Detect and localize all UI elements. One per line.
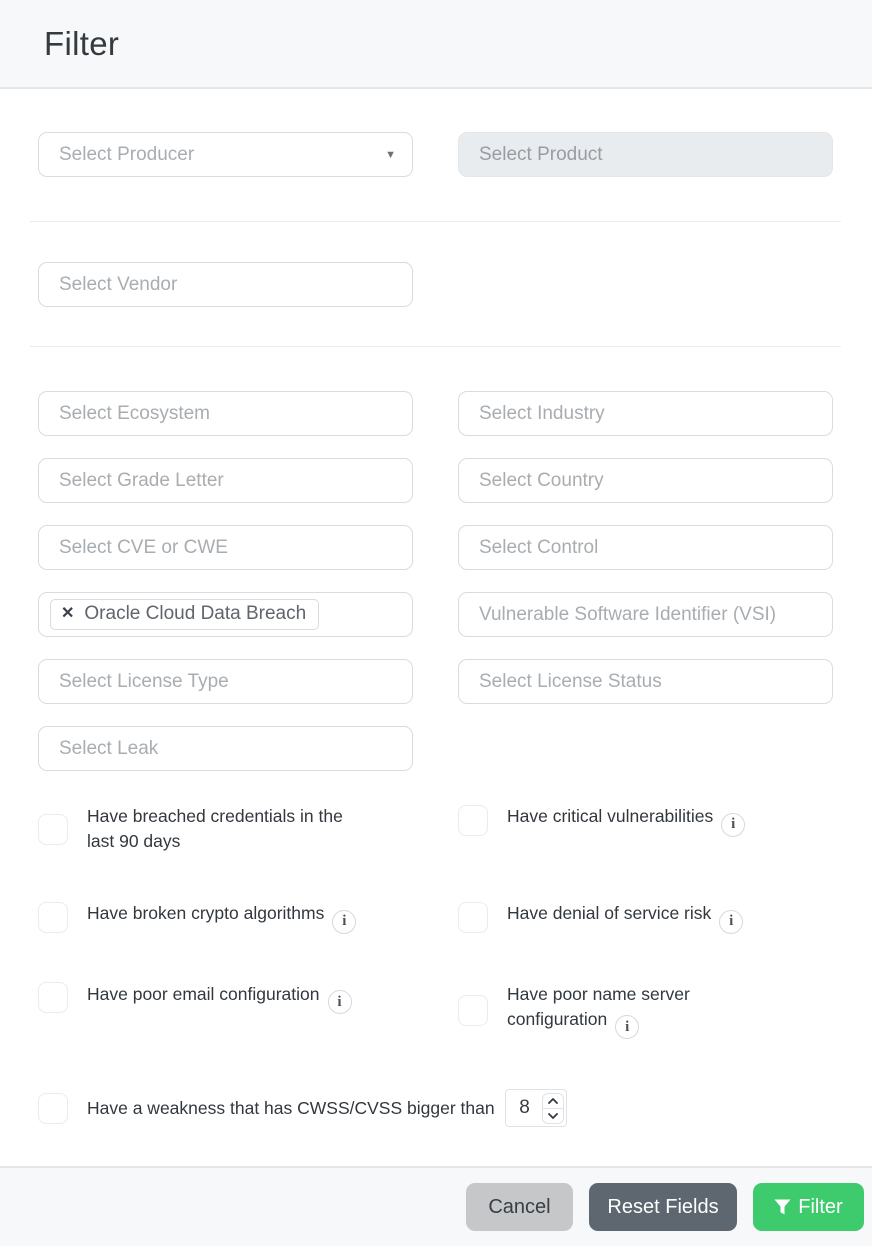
chevron-up-icon [548, 1098, 558, 1104]
checkbox-item-denial-of-service [458, 901, 833, 934]
ecosystem-industry-row [38, 391, 833, 436]
producer-select[interactable] [38, 132, 413, 177]
data-breach-select[interactable] [38, 592, 413, 637]
checkbox-breached-credentials[interactable] [38, 814, 68, 845]
product-select [458, 132, 833, 177]
vendor-select[interactable] [38, 262, 413, 307]
license-type-select[interactable] [38, 659, 413, 704]
divider [30, 346, 841, 347]
checkbox-row-1 [38, 804, 833, 854]
funnel-icon [774, 1199, 791, 1215]
cvss-threshold-input[interactable] [505, 1089, 567, 1127]
checkbox-item-breached-credentials [38, 804, 413, 854]
info-icon[interactable]: i [332, 910, 356, 934]
checkbox-poor-email[interactable] [38, 982, 68, 1013]
weakness-threshold-row [38, 1089, 833, 1127]
modal-footer [0, 1166, 872, 1246]
industry-select[interactable] [458, 391, 833, 436]
checkbox-weakness-threshold[interactable] [38, 1093, 68, 1124]
selected-tag-label: Oracle Cloud Data Breach [84, 603, 307, 624]
vsi-select[interactable] [458, 592, 833, 637]
checkbox-label: Have denial of service risk i [507, 901, 743, 934]
leak-select[interactable] [38, 726, 413, 771]
checkbox-item-poor-name-server [458, 982, 833, 1040]
vendor-row [38, 262, 833, 307]
cancel-button[interactable]: Cancel [466, 1183, 573, 1231]
filter-button[interactable] [753, 1183, 864, 1231]
checkbox-label: Have poor email configuration i [87, 982, 352, 1015]
country-select[interactable] [458, 458, 833, 503]
chevron-down-icon [548, 1113, 558, 1119]
chevron-down-icon: ▼ [385, 148, 396, 161]
selected-tag [50, 599, 319, 630]
info-icon[interactable]: i [328, 990, 352, 1014]
grade-country-row [38, 458, 833, 503]
license-status-select[interactable] [458, 659, 833, 704]
checkbox-item-poor-email [38, 982, 413, 1015]
reset-fields-button[interactable]: Reset Fields [589, 1183, 737, 1231]
producer-select-wrap [38, 132, 413, 177]
modal-header [0, 0, 872, 89]
filter-button-label: Filter [798, 1195, 843, 1218]
checkbox-label: Have poor name server configuration i [507, 982, 722, 1040]
license-row [38, 659, 833, 704]
checkbox-label: Have breached credentials in the last 90 days [87, 806, 343, 851]
info-icon[interactable]: i [615, 1015, 639, 1039]
checkbox-critical-vulnerabilities[interactable] [458, 805, 488, 836]
spinner-increment-button[interactable] [543, 1094, 563, 1109]
breach-vsi-row [38, 592, 833, 637]
control-select[interactable] [458, 525, 833, 570]
divider [30, 221, 841, 222]
number-spinner [542, 1093, 564, 1124]
checkbox-row-3 [38, 982, 833, 1040]
cve-control-row [38, 525, 833, 570]
checkbox-broken-crypto[interactable] [38, 902, 68, 933]
info-icon[interactable]: i [719, 910, 743, 934]
checkbox-row-2 [38, 901, 833, 934]
leak-row [38, 726, 833, 771]
checkbox-label: Have critical vulnerabilities i [507, 804, 745, 837]
cvss-threshold-value: 8 [519, 1097, 530, 1118]
grade-letter-select[interactable] [38, 458, 413, 503]
weakness-threshold-label: Have a weakness that has CWSS/CVSS bigger than [87, 1097, 495, 1118]
modal-body [0, 89, 872, 1166]
cve-cwe-select[interactable] [38, 525, 413, 570]
info-icon[interactable]: i [721, 813, 745, 837]
ecosystem-select[interactable] [38, 391, 413, 436]
checkbox-label: Have broken crypto algorithms i [87, 901, 356, 934]
checkbox-poor-name-server[interactable] [458, 995, 488, 1026]
remove-tag-icon[interactable]: ✕ [61, 605, 75, 622]
spinner-decrement-button[interactable] [543, 1108, 563, 1123]
checkbox-item-critical-vulnerabilities [458, 804, 833, 837]
producer-product-row [38, 132, 833, 177]
checkbox-denial-of-service[interactable] [458, 902, 488, 933]
page-title: Filter [44, 24, 120, 62]
checkbox-item-broken-crypto [38, 901, 413, 934]
